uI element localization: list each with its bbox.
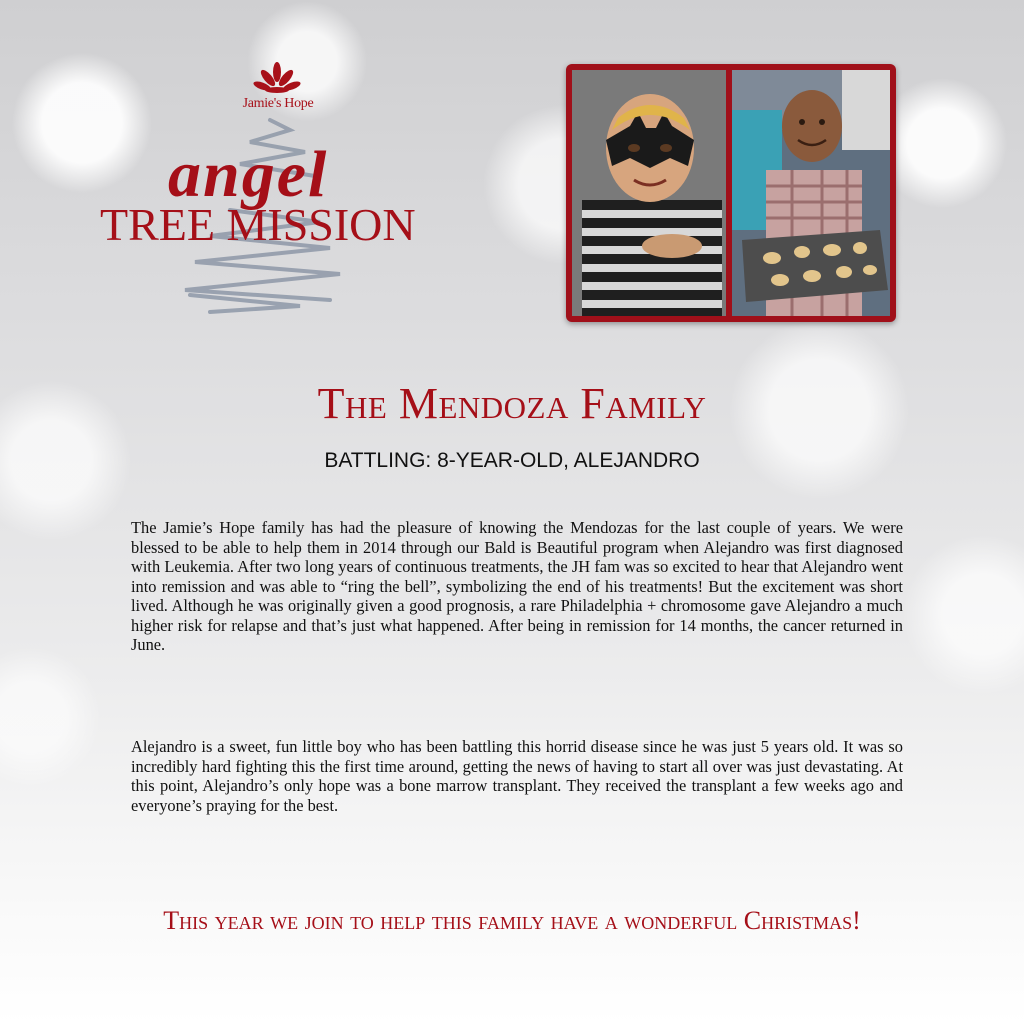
- photo-boy-cookies: [732, 70, 890, 316]
- battling-subtitle: BATTLING: 8-YEAR-OLD, ALEJANDRO: [324, 449, 700, 472]
- photo-boy-face-paint: [572, 70, 726, 316]
- angel-tree-mission-logo: [100, 60, 460, 320]
- photo-frame: [566, 64, 896, 322]
- flower-icon: [252, 62, 301, 93]
- angel-wordmark: angel: [168, 138, 329, 211]
- story-paragraph-1: The Jamie’s Hope family has had the pleasure of knowing the Mendozas for the last couple of years. We were blessed to be able to help them in 2014 through our Bald is Beautiful program when Alejandro was first diagnosed with Leukemia. After two long years of continuous treatments, the JH fam was so excited to hear that Alejandro went into remission and was able to “ring the bell”, symbolizing the end of his treatments! But the excitement was short lived. Although he was originally given a good prognosis, a rare Philadelphia + chromosome gave Alejandro a much higher risk for relapse and that’s just what happened. After being in remission for 14 months, the cancer returned in June.: [131, 518, 903, 654]
- jamies-hope-brand: Jamie's Hope: [242, 96, 314, 111]
- family-title: The Mendoza Family: [317, 379, 707, 428]
- closing-message: This year we join to help this family have a wonderful Christmas!: [163, 906, 861, 935]
- tree-mission-wordmark: TREE MISSION: [100, 199, 416, 250]
- story-paragraph-2: Alejandro is a sweet, fun little boy who has been battling this horrid disease since he was just 5 years old. It was so incredibly hard fighting this the first time around, getting the news of having to start all over was just devastating. At this point, Alejandro’s only hope was a bone marrow transplant. They received the transplant a few weeks ago and everyone’s praying for the best.: [131, 737, 903, 815]
